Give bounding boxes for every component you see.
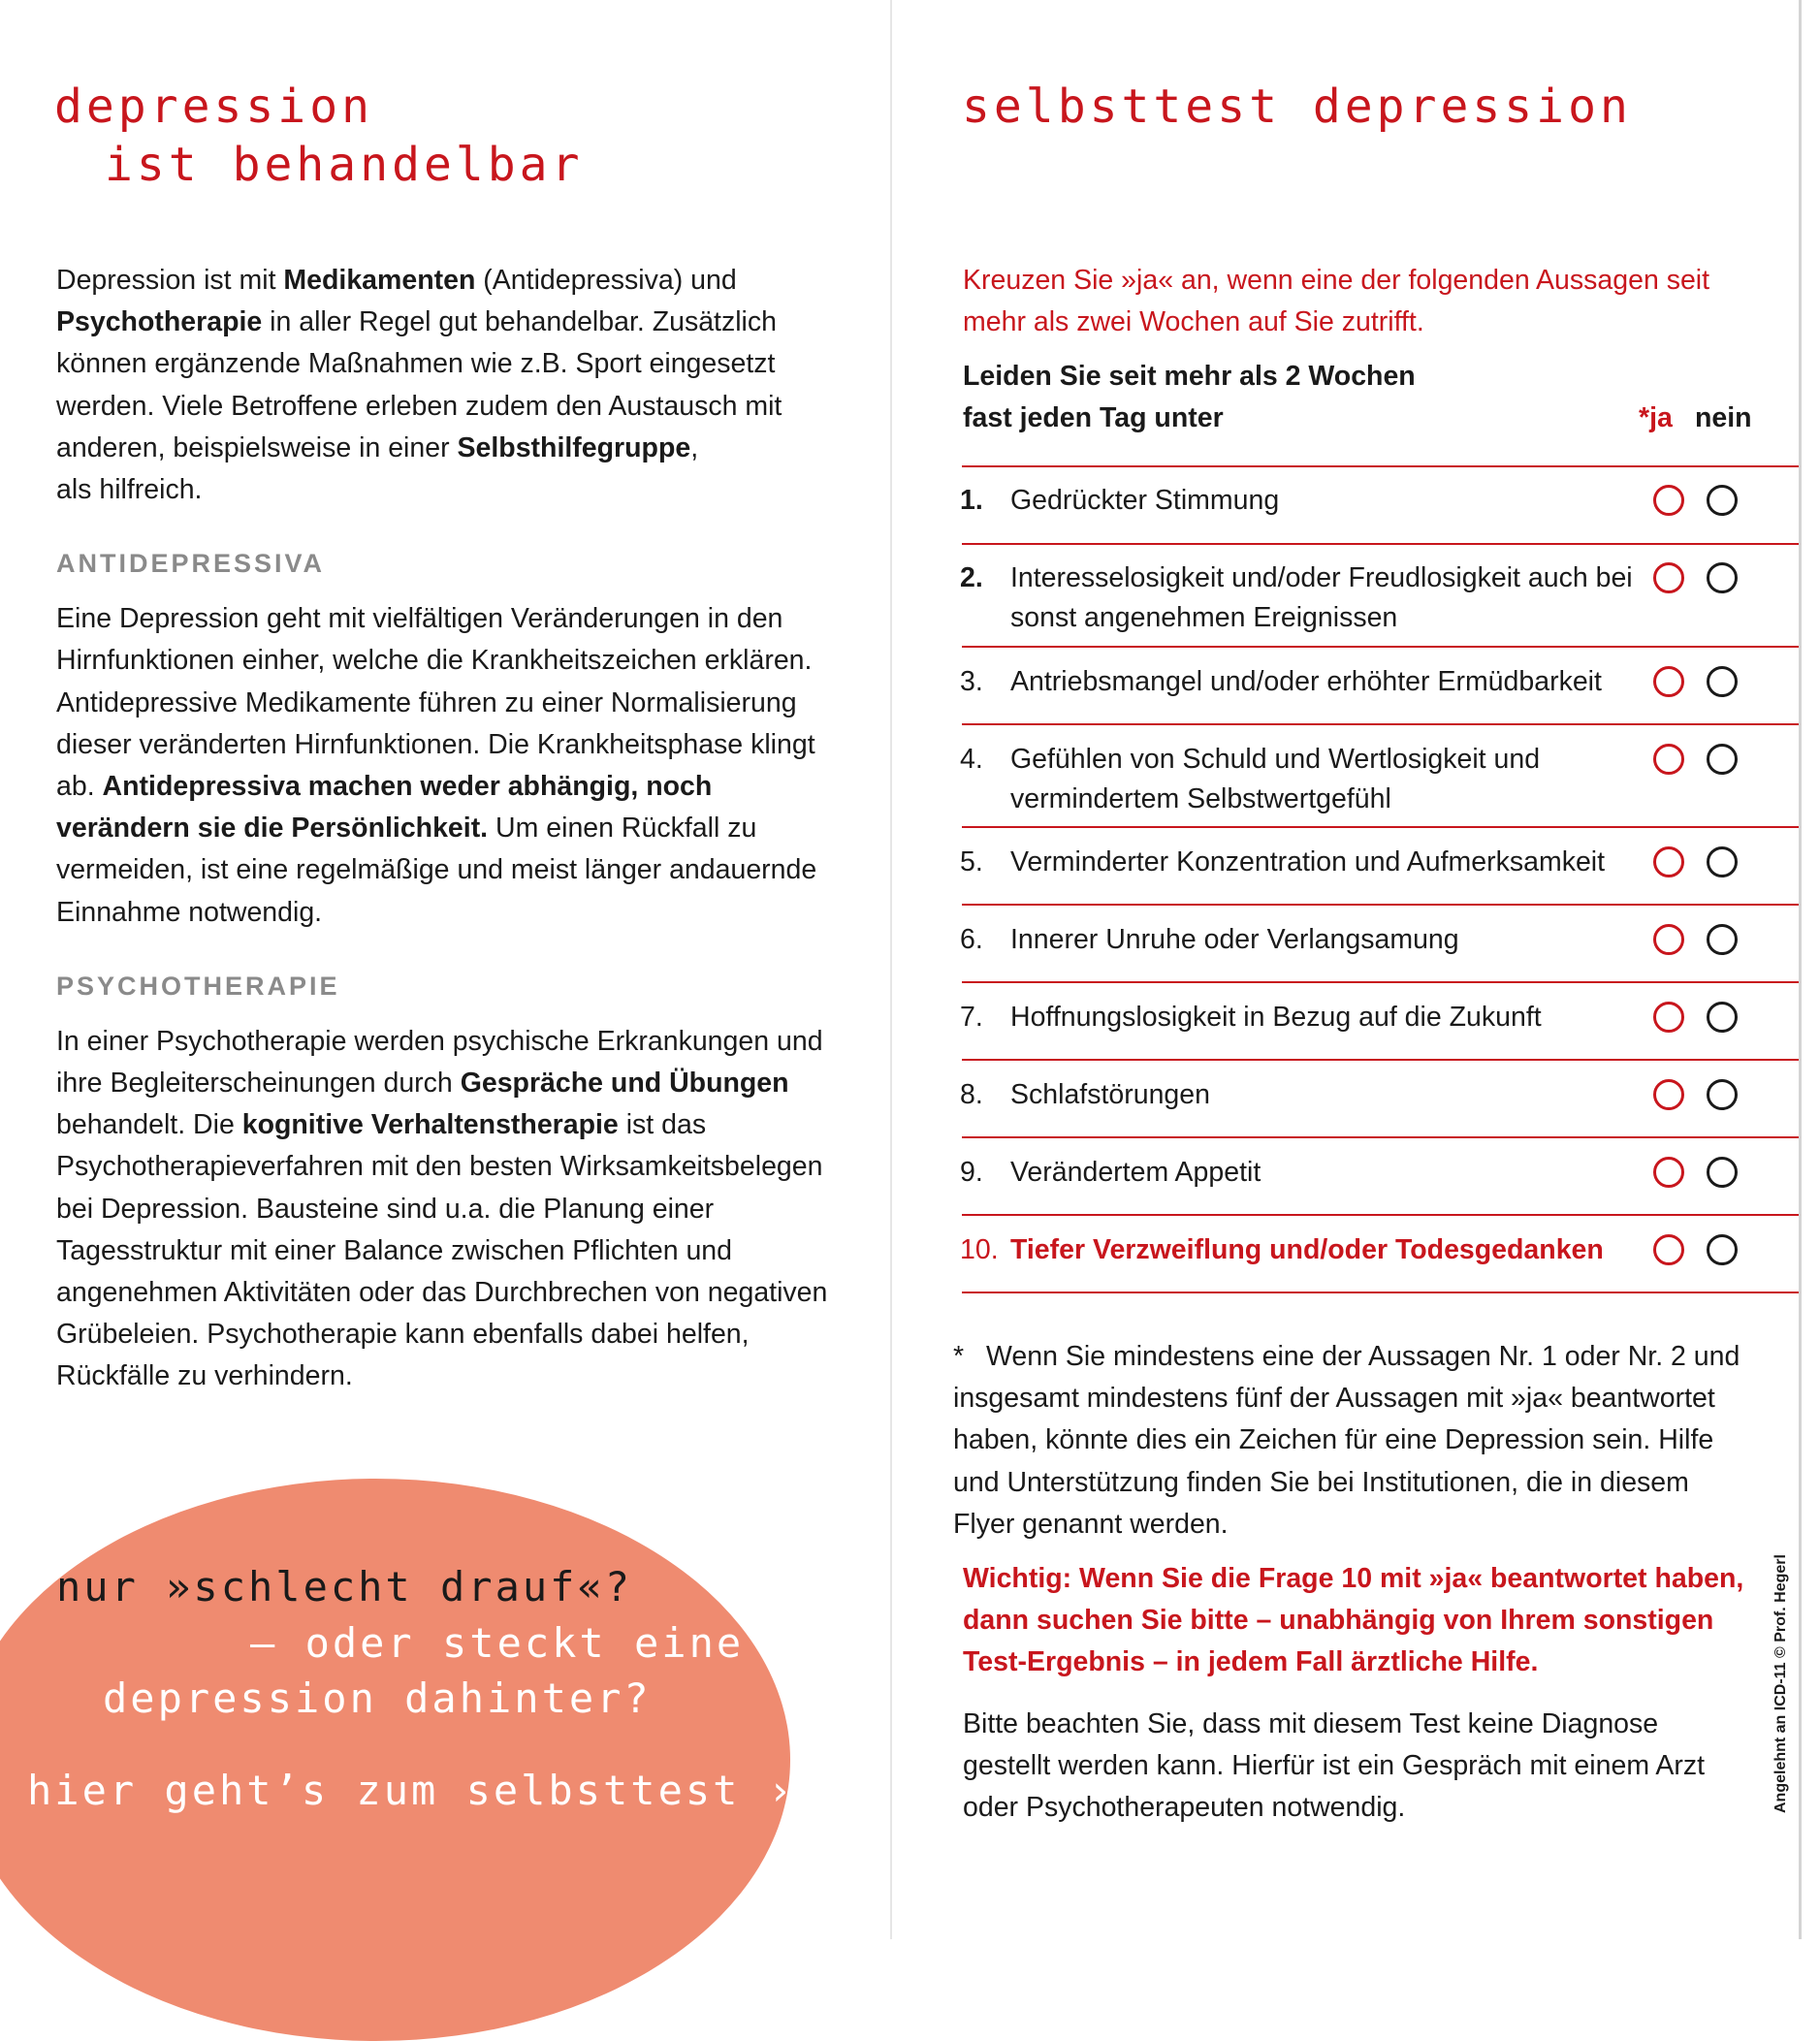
question-text: Hoffnungslosigkeit in Bezug auf die Zukunft [1010, 1002, 1542, 1033]
row-divider [962, 826, 1799, 828]
footnote-asterisk: * [953, 1341, 965, 1372]
answer-yes-radio[interactable] [1653, 485, 1684, 516]
bold-phrase: Antidepressiva machen weder abhängig, noch verändern sie die Persönlichkeit. [56, 771, 713, 845]
answer-no-radio[interactable] [1707, 744, 1738, 775]
answer-yes-radio[interactable] [1653, 562, 1684, 593]
question-number: 4. [960, 744, 983, 775]
question-number: 1. [960, 485, 983, 516]
answer-no-radio[interactable] [1707, 1002, 1738, 1033]
callout-line1: nur »schlecht drauf«? [56, 1563, 633, 1610]
antidepressiva-paragraph [56, 598, 851, 934]
question-number: 9. [960, 1157, 983, 1188]
question-row [960, 843, 1794, 882]
text-run: Um einen Rückfall zu vermeiden, ist eine regelmäßige und meist länger andauernde Einnahme notwendig. [56, 813, 817, 928]
text-run: In einer Psychotherapie werden psychische Erkrankungen und ihre Begleiterscheinungen durch [56, 1025, 823, 1100]
text-run: in aller Regel gut behandelbar. Zusätzlich können ergänzende Maßnahmen wie z.B. Sport eingesetzt werden. Viele Betroffene erleben zudem den Austausch mit anderen, beispielsweise in einer [56, 306, 782, 463]
question-row [960, 1230, 1794, 1270]
question-row [960, 920, 1794, 960]
question-text: Gedrückter Stimmung [1010, 485, 1280, 516]
answer-no-radio[interactable] [1707, 1157, 1738, 1188]
question-heading-line1: Leiden Sie seit mehr als 2 Wochen [963, 361, 1416, 392]
intro-paragraph [56, 260, 851, 511]
answer-no-radio[interactable] [1707, 562, 1738, 593]
answer-no-radio[interactable] [1707, 924, 1738, 955]
callout-line3: depression dahinter? [103, 1674, 652, 1722]
question-row [960, 662, 1794, 702]
side-credit: Angelehnt an ICD-11 © Prof. Hegerl [1772, 1554, 1789, 1813]
disclaimer-note: Bitte beachten Sie, dass mit diesem Test keine Diagnose gestellt werden kann. Hierfür ist ein Gespräch mit einem Arzt oder Psychotherapeuten notwendig. [963, 1708, 1706, 1824]
footnote [953, 1336, 1748, 1546]
panel-divider [890, 0, 892, 1939]
row-divider [962, 646, 1799, 648]
answer-yes-radio[interactable] [1653, 1234, 1684, 1265]
column-header-yes: *ja [1639, 402, 1673, 433]
text-run: Eine Depression geht mit vielfältigen Veränderungen in den Hirnfunktionen einher, welche die Krankheitszeichen erklären. Antidepressive Medikamente führen zu einer Normalisierung dieser veränderten Hirnfunktionen. Die Krankheitsphase klingt ab. [56, 603, 815, 803]
text-run: behandelt. Die [56, 1109, 242, 1141]
answer-yes-radio[interactable] [1653, 924, 1684, 955]
question-number: 7. [960, 1002, 983, 1033]
row-divider [962, 543, 1799, 545]
psychotherapie-paragraph [56, 1021, 851, 1398]
question-number: 6. [960, 924, 983, 955]
bold-phrase: Gespräche und Übungen [460, 1068, 789, 1100]
row-divider [962, 465, 1799, 467]
row-divider [962, 723, 1799, 725]
text-run: als hilfreich. [56, 474, 203, 506]
answer-no-radio[interactable] [1707, 1234, 1738, 1265]
question-row [960, 740, 1794, 819]
question-number: 3. [960, 666, 983, 697]
callout-line2: – oder steckt eine [250, 1619, 745, 1667]
answer-yes-radio[interactable] [1653, 666, 1684, 697]
answer-yes-radio[interactable] [1653, 744, 1684, 775]
warning-text: Wichtig: Wenn Sie die Frage 10 mit »ja« beantwortet haben, dann suchen Sie bitte – unabhängig von Ihrem sonstigen Test-Ergebnis – in jedem Fall ärztliche Hilfe. [963, 1563, 1744, 1678]
answer-yes-radio[interactable] [1653, 1157, 1684, 1188]
question-row [960, 998, 1794, 1037]
bold-phrase: kognitive Verhaltenstherapie [241, 1109, 619, 1141]
question-text: Innerer Unruhe oder Verlangsamung [1010, 924, 1459, 955]
row-divider [962, 1214, 1799, 1216]
text-run: (Antidepressiva) und [475, 265, 737, 296]
answer-no-radio[interactable] [1707, 666, 1738, 697]
answer-yes-radio[interactable] [1653, 846, 1684, 877]
question-text: Tiefer Verzweiflung und/oder Todesgedanken [1010, 1234, 1604, 1265]
bold-phrase: Medikamenten [283, 265, 476, 296]
section-heading-antidepressiva: ANTIDEPRESSIVA [56, 549, 326, 579]
page-edge [1799, 0, 1802, 1939]
question-row [960, 558, 1794, 638]
bold-phrase: Selbsthilfegruppe [457, 431, 691, 463]
question-row [960, 1153, 1794, 1193]
question-heading [963, 356, 1467, 439]
selftest-link[interactable]: hier geht’s zum selbsttest › [27, 1767, 796, 1814]
answer-no-radio[interactable] [1707, 1079, 1738, 1110]
section-heading-psychotherapie: PSYCHOTHERAPIE [56, 971, 340, 1001]
question-text: Antriebsmangel und/oder erhöhter Ermüdbarkeit [1010, 666, 1602, 697]
question-row [960, 481, 1794, 521]
answer-yes-radio[interactable] [1653, 1002, 1684, 1033]
footnote-text: Wenn Sie mindestens eine der Aussagen Nr. 1 oder Nr. 2 und insgesamt mindestens fünf der Aussagen mit »ja« beantwortet haben, könnte dies ein Zeichen für eine Depression sein. Hilfe und Unterstützung finden Sie bei Institutionen, die in diesem Flyer genannt werden. [953, 1341, 1740, 1540]
question-text: Gefühlen von Schuld und Wertlosigkeit und vermindertem Selbstwertgefühl [1010, 744, 1541, 814]
column-header-no: nein [1695, 402, 1752, 433]
text-run: Depression ist mit [56, 265, 284, 296]
row-divider [962, 1292, 1799, 1293]
answer-yes-radio[interactable] [1653, 1079, 1684, 1110]
question-row [960, 1075, 1794, 1115]
left-title [54, 78, 583, 194]
left-body [56, 260, 851, 1398]
question-number: 2. [960, 562, 983, 593]
question-number: 8. [960, 1079, 983, 1110]
left-title-line2: ist behandelbar [105, 138, 584, 192]
question-text: Schlafstörungen [1010, 1079, 1210, 1110]
left-title-line1: depression [54, 80, 373, 134]
question-heading-line2: fast jeden Tag unter [963, 402, 1224, 434]
bold-phrase: Psychotherapie [56, 306, 263, 338]
text-run: , [690, 431, 699, 463]
answer-no-radio[interactable] [1707, 485, 1738, 516]
row-divider [962, 981, 1799, 983]
question-text: Verminderter Konzentration und Aufmerksamkeit [1010, 846, 1606, 877]
selftest-instruction: Kreuzen Sie »ja« an, wenn eine der folgenden Aussagen seit mehr als zwei Wochen auf Sie zutrifft. [963, 265, 1710, 338]
right-title: selbsttest depression [962, 80, 1632, 134]
row-divider [962, 904, 1799, 906]
question-number: 10. [960, 1234, 999, 1265]
answer-no-radio[interactable] [1707, 846, 1738, 877]
row-divider [962, 1059, 1799, 1061]
row-divider [962, 1136, 1799, 1138]
question-text: Verändertem Appetit [1010, 1157, 1261, 1188]
text-run: ist das Psychotherapieverfahren mit den besten Wirksamkeitsbelegen bei Depression. Bausteine sind u.a. die Planung einer Tagesstruktur mit einer Balance zwischen Pflichten und angenehmen Aktivitäten oder das Durchbrechen von negativen Grübeleien. Psychotherapie kann ebenfalls dabei helfen, Rückfälle zu verhindern. [56, 1109, 828, 1392]
question-text: Interesselosigkeit und/oder Freudlosigkeit auch bei sonst angenehmen Ereignissen [1010, 562, 1633, 633]
question-number: 5. [960, 846, 983, 877]
